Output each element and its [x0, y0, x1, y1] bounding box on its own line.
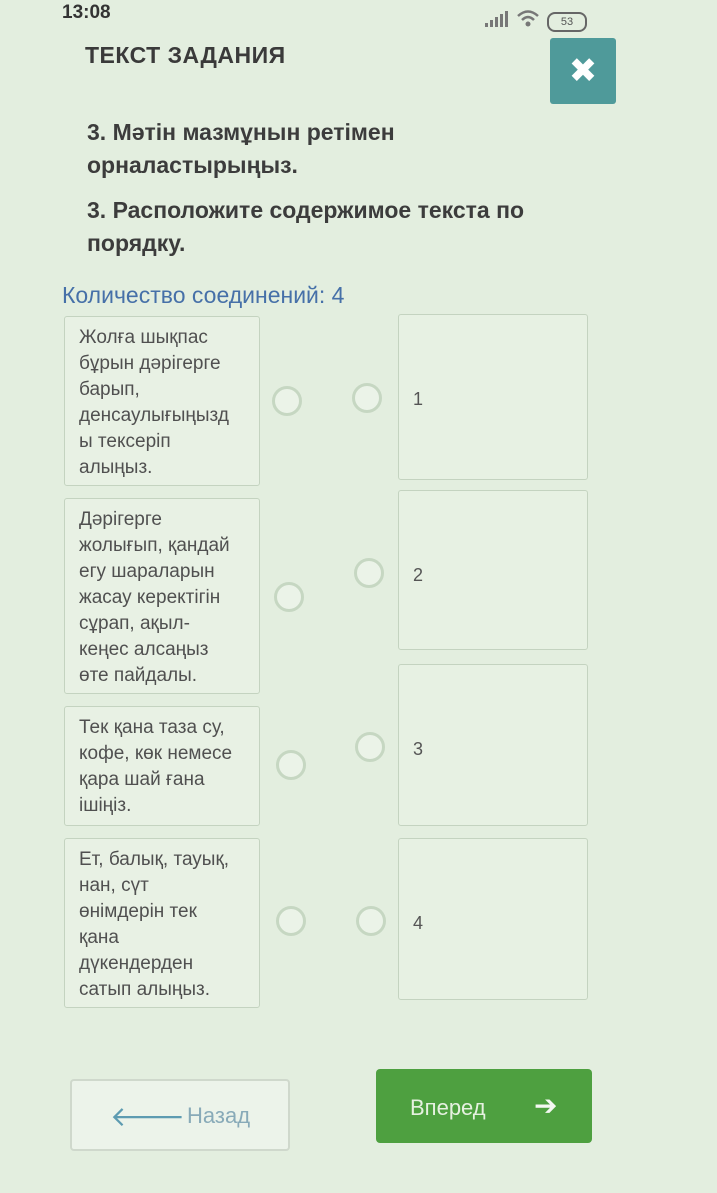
target-number: 1 — [413, 389, 424, 409]
source-card[interactable] — [64, 498, 260, 694]
question-text-kk: 3. Мәтін мазмұнын ретімен орналастырыңыз. — [87, 119, 395, 178]
target-slot[interactable] — [398, 664, 588, 826]
card-text: Тек қана таза су, кофе, көк немесе қара шай ғана ішіңіз. — [79, 717, 233, 816]
target-connector-dot[interactable] — [352, 383, 382, 413]
battery-icon — [547, 12, 587, 32]
source-card[interactable] — [64, 838, 260, 1008]
card-text: Жолға шықпас бұрын дәрігерге барып, денсаулығыңызд ы тексеріп алыңыз. — [79, 327, 229, 478]
source-card[interactable] — [64, 316, 260, 486]
card-text: Ет, балық, тауық, нан, сүт өнімдерін тек қана дүкендерден сатып алыңыз. — [79, 849, 230, 1000]
arrow-left-icon: 🡐 — [110, 1101, 186, 1132]
source-connector-dot[interactable] — [276, 750, 306, 780]
target-number: 4 — [413, 913, 424, 933]
next-button-label: Вперед — [410, 1095, 486, 1120]
source-card[interactable] — [64, 706, 260, 826]
source-connector-dot[interactable] — [274, 582, 304, 612]
back-button[interactable] — [70, 1079, 290, 1151]
target-connector-dot[interactable] — [355, 732, 385, 762]
close-button[interactable] — [550, 38, 616, 104]
wifi-icon — [516, 9, 540, 29]
target-number: 2 — [413, 565, 424, 585]
target-slot[interactable] — [398, 838, 588, 1000]
target-slot[interactable] — [398, 490, 588, 650]
question-text-ru: 3. Расположите содержимое текста по порядку. — [87, 197, 525, 256]
signal-icon — [484, 10, 510, 28]
target-connector-dot[interactable] — [356, 906, 386, 936]
back-button-label: Назад — [187, 1103, 251, 1128]
next-button[interactable] — [376, 1069, 592, 1143]
source-connector-dot[interactable] — [272, 386, 302, 416]
target-connector-dot[interactable] — [354, 558, 384, 588]
arrow-right-icon: ➔ — [534, 1090, 558, 1121]
status-bar — [0, 0, 717, 30]
connections-count: Количество соединений: 4 — [62, 282, 345, 308]
battery-level: 53 — [560, 16, 574, 28]
target-slot[interactable] — [398, 314, 588, 480]
close-icon: ✖ — [568, 52, 598, 90]
target-number: 3 — [413, 739, 424, 759]
card-text: Дәрігерге жолығып, қандай егу шараларын жасау керектігін сұрап, ақыл- кеңес алсаңыз өте пайдалы. — [79, 509, 230, 686]
task-title: ТЕКСТ ЗАДАНИЯ — [85, 42, 286, 68]
source-connector-dot[interactable] — [276, 906, 306, 936]
status-time: 13:08 — [62, 2, 111, 23]
